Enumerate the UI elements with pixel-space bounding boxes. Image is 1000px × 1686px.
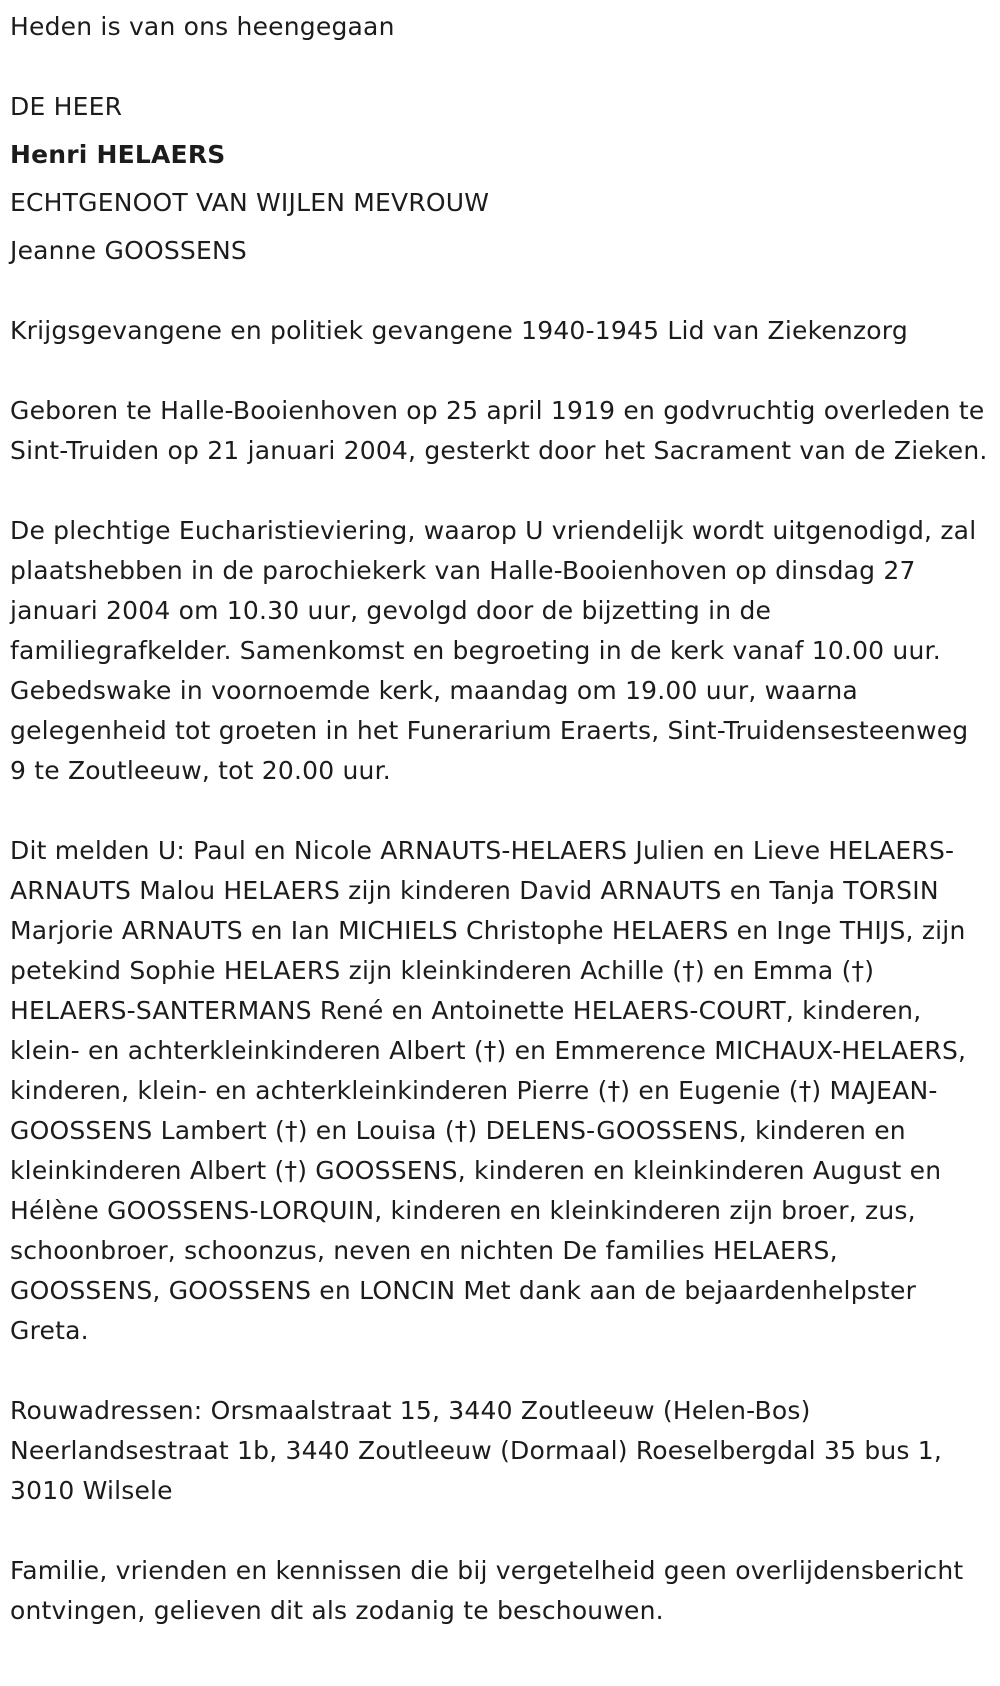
title-prefix: DE HEER bbox=[10, 92, 123, 121]
spouse-intro: ECHTGENOOT VAN WIJLEN MEVROUW bbox=[10, 188, 490, 217]
spouse-name: Jeanne GOOSSENS bbox=[10, 236, 247, 265]
family-text: Dit melden U: Paul en Nicole ARNAUTS-HELAERS Julien en Lieve HELAERS-ARNAUTS Malou HELAERS zijn kinderen David ARNAUTS en Tanja TORSIN Marjorie ARNAUTS en Ian MICHIELS Christophe HELAERS en Inge THIJS, zijn petekind Sophie HELAERS zijn kleinkinderen Achille (†) en Emma (†) HELAERS-SANTERMANS René en Antoinette HELAERS-COURT, kinderen, klein- en achterkleinkinderen Albert (†) en Emmerence MICHAUX-HELAERS, kinderen, klein- en achterkleinkinderen Pierre (†) en Eugenie (†) MAJEAN-GOOSSENS Lambert (†) en Louisa (†) DELENS-GOOSSENS, kinderen en kleinkinderen Albert (†) GOOSSENS, kinderen en kleinkinderen August en Hélène GOOSSENS-LORQUIN, kinderen en kleinkinderen zijn broer, zus, schoonbroer, schoonzus, neven en nichten De families HELAERS, GOOSSENS, GOOSSENS en LONCIN Met dank aan de bejaardenhelpster Greta. bbox=[10, 836, 967, 1345]
spacer bbox=[10, 471, 990, 511]
spacer bbox=[10, 351, 990, 391]
spacer bbox=[10, 47, 990, 87]
ceremony-text: De plechtige Eucharistieviering, waarop U vriendelijk wordt uitgenodigd, zal plaatshebben in de parochiekerk van Halle-Booienhoven op dinsdag 27 januari 2004 om 10.30 uur, gevolgd door de bijzetting in de familiegrafkelder. Samenkomst en begroeting in de kerk vanaf 10.00 uur. Gebedswake in voornoemde kerk, maandag om 19.00 uur, waarna gelegenheid tot groeten in het Funerarium Eraerts, Sint-Truidensesteenweg 9 te Zoutleeuw, tot 20.00 uur. bbox=[10, 516, 977, 785]
spacer bbox=[10, 1511, 990, 1551]
intro-text: Heden is van ons heengegaan bbox=[10, 12, 395, 41]
spacer bbox=[10, 791, 990, 831]
closing-text: Familie, vrienden en kennissen die bij vergetelheid geen overlijdensbericht ontvingen, gelieven dit als zodanig te beschouwen. bbox=[10, 1556, 964, 1625]
spacer bbox=[10, 271, 990, 311]
affiliation-text: Krijgsgevangene en politiek gevangene 1940-1945 Lid van Ziekenzorg bbox=[10, 316, 908, 345]
deceased-name: Henri HELAERS bbox=[10, 140, 226, 169]
addresses-text: Rouwadressen: Orsmaalstraat 15, 3440 Zoutleeuw (Helen-Bos) Neerlandsestraat 1b, 3440 Zoutleeuw (Dormaal) Roeselbergdal 35 bus 1, 3010 Wilsele bbox=[10, 1396, 943, 1505]
birth-death-text: Geboren te Halle-Booienhoven op 25 april 1919 en godvruchtig overleden te Sint-Truiden op 21 januari 2004, gesterkt door het Sacrament van de Zieken. bbox=[10, 396, 988, 465]
spacer bbox=[10, 1351, 990, 1391]
